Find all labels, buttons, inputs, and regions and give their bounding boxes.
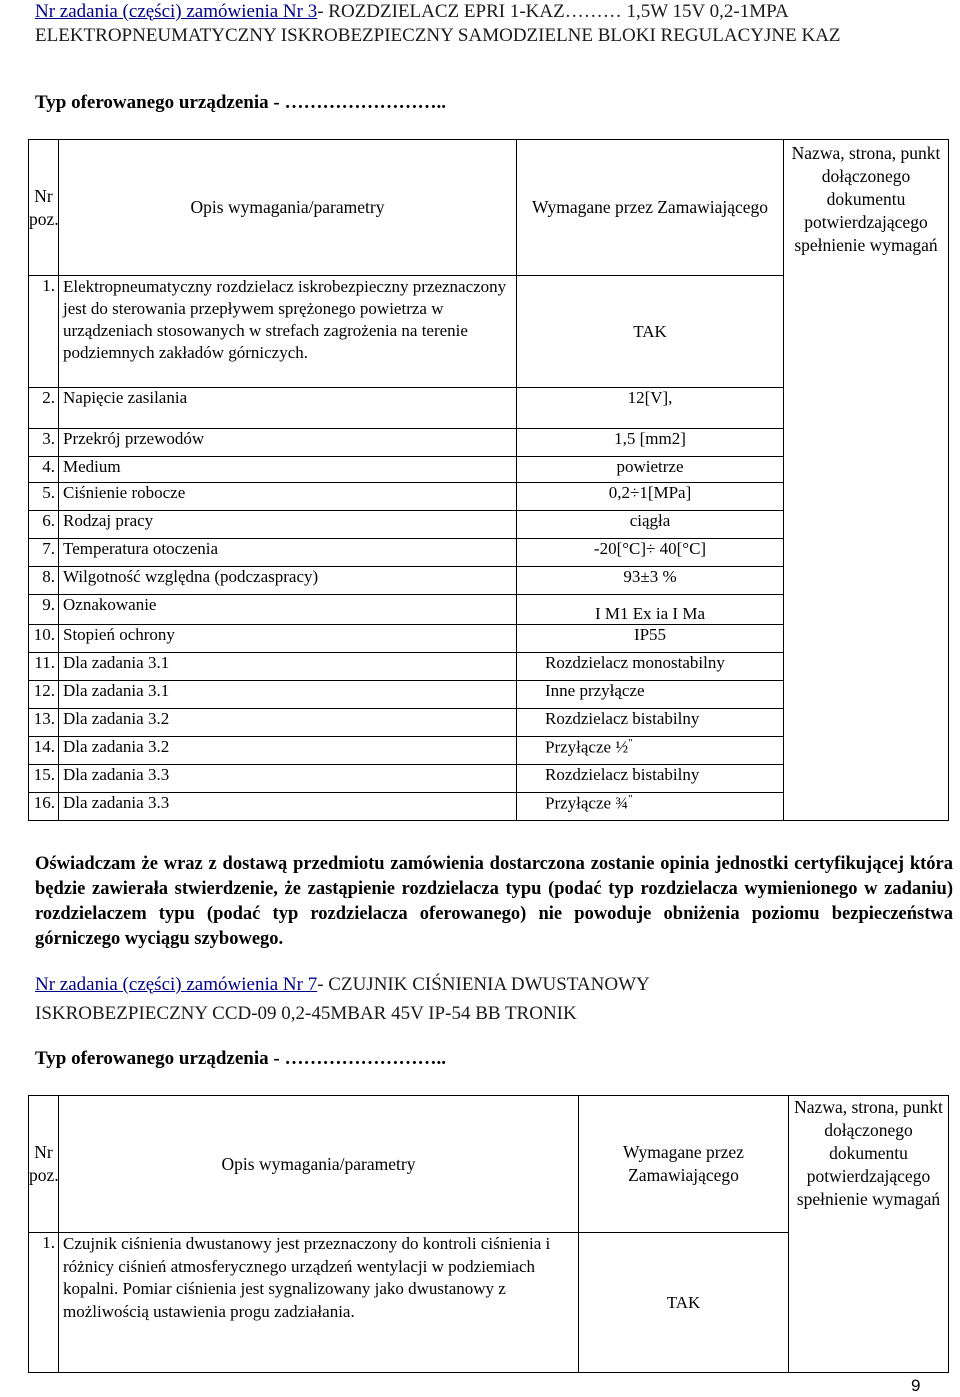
row-description: Ciśnienie robocze <box>59 483 517 511</box>
row-value: Rozdzielacz bistabilny <box>517 709 784 737</box>
row-nr: 6. <box>29 511 59 539</box>
row-nr: 15. <box>29 765 59 793</box>
row-value: TAK <box>517 276 784 388</box>
header-description: Opis wymagania/parametry <box>59 140 517 276</box>
row-nr: 3. <box>29 429 59 457</box>
row-value: ciągła <box>517 511 784 539</box>
row-description: Dla zadania 3.1 <box>59 653 517 681</box>
row-description: Dla zadania 3.2 <box>59 737 517 765</box>
row-description: Stopień ochrony <box>59 625 517 653</box>
table-header-row <box>29 1096 949 1233</box>
row-value: TAK <box>579 1233 789 1373</box>
row-value: IP55 <box>517 625 784 653</box>
row-nr: 16. <box>29 793 59 821</box>
row-description: Rodzaj pracy <box>59 511 517 539</box>
section2-title <box>35 970 795 1028</box>
header-nr: Nr poz. <box>29 1096 59 1233</box>
row-description: Czujnik ciśnienia dwustanowy jest przeznaczony do kontroli ciśnienia i różnicy ciśnień atmosferycznego urządzeń wentylacji w podziemiach kopalni. Pomiar ciśnienia jest sygnalizowany jako dwustanowy z możliwością ustawienia progu zadziałania. <box>59 1233 579 1373</box>
section1-title-prefix: Nr zadania (części) zamówienia Nr 3 <box>35 1 318 22</box>
table-header-row <box>29 140 949 276</box>
row-nr: 12. <box>29 681 59 709</box>
row-nr: 9. <box>29 595 59 625</box>
row-description: Dla zadania 3.2 <box>59 709 517 737</box>
header-nr: Nr poz. <box>29 140 59 276</box>
declaration-paragraph: Oświadczam że wraz z dostawą przedmiotu zamówienia dostarczona zostanie opinia jednostki certyfikującej która będzie zawierała stwierdzenie, że zastąpienie rozdzielacza typu (podać typ rozdzielacza wymienionego w zadaniu) rozdzielaczem typu (podać typ rozdzielacza oferowanego) nie powoduje obniżenia poziomu bezpieczeństwa górniczego wyciągu szybowego. <box>35 854 953 949</box>
section1-title <box>35 0 950 48</box>
section1-spec-table <box>28 139 949 821</box>
row-value: powietrze <box>517 457 784 483</box>
row-value: Rozdzielacz bistabilny <box>517 765 784 793</box>
section2-offered-device: Typ oferowanego urządzenia - …………………….. <box>35 1048 446 1069</box>
section1-offered-device: Typ oferowanego urządzenia - …………………….. <box>35 92 446 113</box>
row-description: Medium <box>59 457 517 483</box>
row-description: Dla zadania 3.1 <box>59 681 517 709</box>
header-required: Wymagane przez Zamawiającego <box>517 140 784 276</box>
row-nr: 5. <box>29 483 59 511</box>
row-description: Dla zadania 3.3 <box>59 793 517 821</box>
row-value-sup: " <box>628 737 633 749</box>
page-number: 9 <box>911 1376 921 1395</box>
row-value: I M1 Ex ia I Ma <box>517 595 784 625</box>
row-nr: 10. <box>29 625 59 653</box>
row-nr: 11. <box>29 653 59 681</box>
row-value: 0,2÷1[MPa] <box>517 483 784 511</box>
row-value: -20[°C]÷ 40[°C] <box>517 539 784 567</box>
row-value <box>517 793 784 821</box>
row-nr: 14. <box>29 737 59 765</box>
row-value: Inne przyłącze <box>517 681 784 709</box>
header-required: Wymagane przez Zamawiającego <box>579 1096 789 1233</box>
row-nr: 4. <box>29 457 59 483</box>
header-document: Nazwa, strona, punkt dołączonego dokumentu potwierdzającego spełnienie wymagań <box>789 1096 949 1373</box>
row-value: 12[V], <box>517 388 784 429</box>
section1-title-rest: - ROZDZIELACZ EPRI 1-KAZ……… 1,5W 15V 0,2-1MPA ELEKTROPNEUMATYCZNY ISKROBEZPIECZNY SAMODZIELNE BLOKI REGULACYJNE KAZ <box>35 1 841 46</box>
section2-spec-table <box>28 1095 949 1373</box>
row-value-text: Przyłącze ¾ <box>545 793 629 813</box>
row-description: Elektropneumatyczny rozdzielacz iskrobezpieczny przeznaczony jest do sterowania przepływem sprężonego powietrza w urządzeniach stosowanych w strefach zagrożenia na terenie podziemnych zakładów górniczych. <box>59 276 517 388</box>
header-document: Nazwa, strona, punkt dołączonego dokumentu potwierdzającego spełnienie wymagań <box>784 140 949 821</box>
row-nr: 13. <box>29 709 59 737</box>
row-description: Wilgotność względna (podczaspracy) <box>59 567 517 595</box>
row-nr: 1. <box>29 276 59 388</box>
row-nr: 2. <box>29 388 59 429</box>
row-value <box>517 737 784 765</box>
row-nr: 1. <box>29 1233 59 1373</box>
row-nr: 8. <box>29 567 59 595</box>
row-nr: 7. <box>29 539 59 567</box>
row-description: Oznakowanie <box>59 595 517 625</box>
row-description: Temperatura otoczenia <box>59 539 517 567</box>
section2-title-prefix: Nr zadania (części) zamówienia Nr 7 <box>35 974 318 995</box>
row-description: Napięcie zasilania <box>59 388 517 429</box>
row-value-text: Przyłącze ½ <box>545 737 629 757</box>
row-description: Dla zadania 3.3 <box>59 765 517 793</box>
header-description: Opis wymagania/parametry <box>59 1096 579 1233</box>
row-value: Rozdzielacz monostabilny <box>517 653 784 681</box>
section2-title-rest: - CZUJNIK CIŚNIENIA DWUSTANOWY ISKROBEZPIECZNY CCD-09 0,2-45MBAR 45V IP-54 BB TRONIK <box>35 974 650 1024</box>
row-value: 1,5 [mm2] <box>517 429 784 457</box>
row-description: Przekrój przewodów <box>59 429 517 457</box>
row-value: 93±3 % <box>517 567 784 595</box>
row-value-sup: " <box>628 793 633 805</box>
